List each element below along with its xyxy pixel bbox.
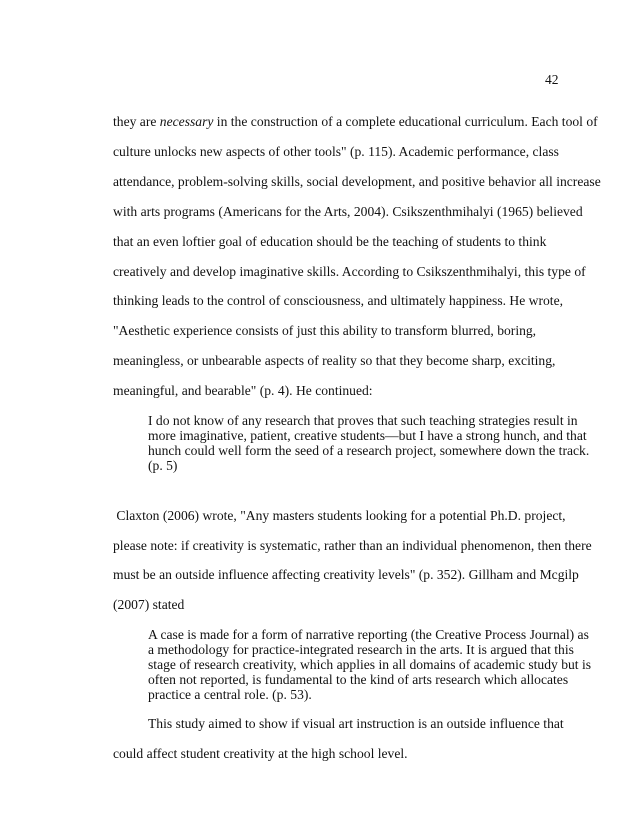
page-number: 42 bbox=[545, 72, 559, 87]
text-span: in the construction of a complete educational curriculum. Each tool of bbox=[213, 114, 598, 129]
blockquote-line: hunch could well form the seed of a research project, somewhere down the track. bbox=[148, 443, 590, 458]
text-line: Claxton (2006) wrote, "Any masters students looking for a potential Ph.D. project, bbox=[113, 508, 566, 523]
text-line: This study aimed to show if visual art instruction is an outside influence that bbox=[148, 716, 564, 731]
blockquote-line: often not reported, is fundamental to the kind of arts research which allocates bbox=[148, 672, 569, 687]
text-line: "Aesthetic experience consists of just this ability to transform blurred, boring, bbox=[113, 323, 537, 338]
blockquote-line: a methodology for practice-integrated research in the arts. It is argued that this bbox=[148, 642, 574, 657]
text-span: they are bbox=[113, 114, 160, 129]
text-line: (2007) stated bbox=[113, 597, 185, 612]
text-line: that an even loftier goal of education should be the teaching of students to think bbox=[113, 234, 547, 249]
text-line bbox=[113, 114, 598, 130]
blockquote-line: I do not know of any research that proves that such teaching strategies result in bbox=[148, 413, 578, 428]
blockquote-line: practice a central role. (p. 53). bbox=[148, 687, 312, 702]
blockquote-line: more imaginative, patient, creative students—but I have a strong hunch, and that bbox=[148, 428, 587, 443]
text-line: culture unlocks new aspects of other tools" (p. 115). Academic performance, class bbox=[113, 144, 559, 159]
italic-word: necessary bbox=[159, 114, 214, 129]
text-line: creatively and develop imaginative skills. According to Csikszenthmihalyi, this type of bbox=[113, 264, 586, 279]
text-line: with arts programs (Americans for the Arts, 2004). Csikszenthmihalyi (1965) believed bbox=[113, 204, 583, 219]
text-line: please note: if creativity is systematic, rather than an individual phenomenon, then there bbox=[113, 538, 592, 553]
blockquote-line: (p. 5) bbox=[148, 458, 178, 473]
blockquote-line: A case is made for a form of narrative reporting (the Creative Process Journal) as bbox=[148, 627, 589, 642]
text-line: thinking leads to the control of consciousness, and ultimately happiness. He wrote, bbox=[113, 293, 564, 308]
text-line: must be an outside influence affecting creativity levels" (p. 352). Gillham and Mcgilp bbox=[113, 567, 579, 582]
text-line: meaningful, and bearable" (p. 4). He continued: bbox=[113, 383, 373, 398]
blockquote-line: stage of research creativity, which applies in all domains of academic study but is bbox=[148, 657, 592, 672]
text-line: attendance, problem-solving skills, social development, and positive behavior all increase bbox=[113, 174, 601, 189]
text-line: could affect student creativity at the high school level. bbox=[113, 746, 408, 761]
text-line: meaningless, or unbearable aspects of reality so that they become sharp, exciting, bbox=[113, 353, 556, 368]
